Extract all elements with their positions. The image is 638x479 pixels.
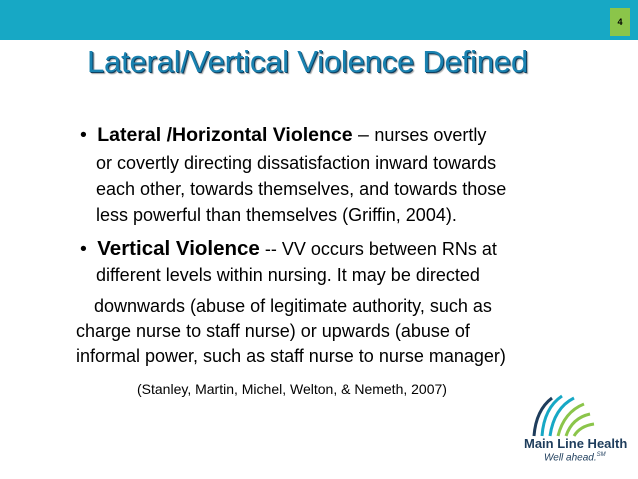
bullet-2-line-1 [80, 237, 497, 261]
bullet-1-line-2: or covertly directing dissatisfaction inward towards [96, 153, 497, 173]
slide-title: Lateral/Vertical Violence Defined [87, 44, 528, 79]
bullet-2-line-4: charge nurse to staff nurse) or upwards (abuse of [76, 321, 470, 341]
logo-tagline: Well ahead.℠ [544, 452, 606, 464]
bullet-marker: • [80, 238, 87, 260]
page-number: 4 [610, 8, 630, 36]
bullet-1-dash: – [352, 124, 375, 146]
bullet-1-text: nurses overtly [374, 125, 487, 145]
bullet-1-line-1 [80, 124, 486, 147]
bullet-1-line-3: each other, towards themselves, and towards those [96, 179, 507, 199]
bullet-2-term: Vertical Violence [97, 237, 260, 260]
bullet-marker: • [80, 124, 87, 146]
bullet-2-line-5: informal power, such as staff nurse to nurse manager) [76, 346, 506, 366]
header-bar [0, 0, 638, 40]
bullet-2-line-2: different levels within nursing. It may be directed [96, 265, 480, 285]
bullet-1-line-4: less powerful than themselves (Griffin, 2004). [96, 205, 457, 225]
bullet-1-term: Lateral /Horizontal Violence [97, 124, 353, 146]
logo-name: Main Line Health [524, 436, 628, 451]
bullet-2-text: -- VV occurs between RNs at [259, 239, 497, 259]
citation: (Stanley, Martin, Michel, Welton, & Nemeth, 2007) [137, 381, 447, 397]
bullet-2-line-3: downwards (abuse of legitimate authority, such as [94, 296, 492, 316]
